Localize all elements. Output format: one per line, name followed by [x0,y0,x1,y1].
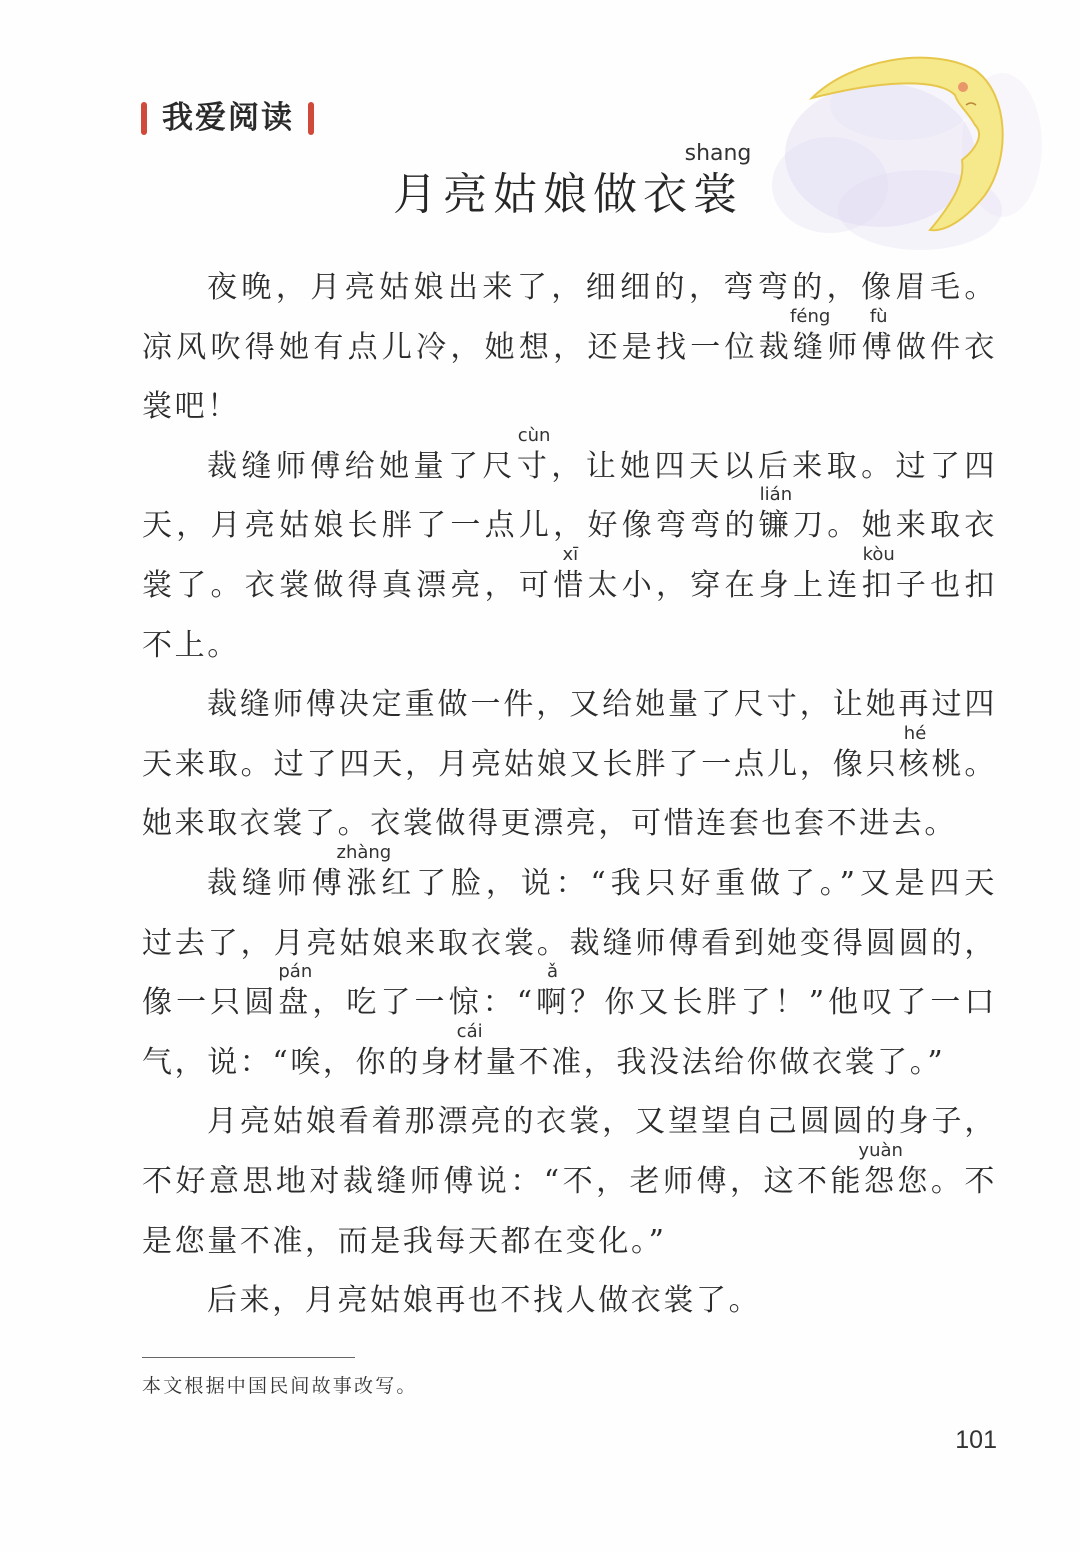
footnote: 本文根据中国民间故事改写。 [142,1375,418,1397]
text-run: 裳了。衣裳做得真漂亮，可 [142,567,554,603]
text-line [142,722,997,795]
moon-cheek [958,82,968,92]
text-run: ，吃了一惊：“ [312,985,535,1021]
text-line [142,1020,997,1093]
annotated-character [534,961,571,1021]
paragraph [142,841,997,1092]
page-number: 101 [955,1426,997,1454]
header-left-bar [141,102,147,135]
character: 傅 [861,329,896,365]
text-run: 天，月亮姑娘长胖了一点儿，好像弯弯的 [142,508,759,544]
character: 扣 [861,567,896,603]
text-run: ？你又长胖了！”他叹了一口 [570,985,997,1021]
moon-illustration [770,35,1050,265]
article-body [142,258,997,1331]
pinyin: cái [456,1020,483,1042]
pinyin: zhàng [336,841,392,863]
annotated-character [858,1139,903,1199]
pinyin: pán [278,961,313,983]
pinyin: ǎ [546,961,558,983]
text-line [142,675,997,735]
text-run: 桃。 [931,746,997,782]
text-run: 裁缝师傅给她量了尺 [207,448,517,484]
header-right-bar [308,102,314,135]
character: 裳 [693,169,743,220]
text-line [142,305,997,378]
character: 镰 [758,508,794,544]
text-line [142,424,997,497]
text-run: 不上。 [142,627,240,663]
text-line [142,258,997,318]
text-line [142,841,997,914]
annotated-character [516,424,552,484]
section-label: 我爱阅读 [162,100,294,136]
annotated-character [453,1020,486,1080]
annotated-character [684,141,752,220]
text-run: 太小，穿在身上连 [587,567,862,603]
pinyin: shang [684,141,752,166]
character: 寸 [516,448,552,484]
text-line [142,543,997,616]
text-run: 夜晚，月亮姑娘出来了，细细的，弯弯的，像眉毛。 [207,270,997,305]
character: 盘 [278,985,313,1021]
text-run: 师 [827,329,862,365]
pinyin: lián [759,484,793,506]
text-line [142,1212,997,1272]
annotated-character [790,305,831,365]
paragraph [142,1092,997,1271]
paragraph [142,424,997,675]
annotated-character [553,543,588,603]
annotated-character [758,484,794,544]
text-run: 不好意思地对裁缝师傅说：“不，老师傅，这不能 [142,1163,864,1199]
pinyin: cùn [517,424,551,446]
pinyin: fù [869,305,888,327]
paragraph [142,1271,997,1331]
text-run: 刀。她来取衣 [793,508,997,544]
pinyin: hé [903,722,927,744]
text-run: 做件衣 [895,329,997,365]
annotated-character [861,305,896,365]
text-run: 子也扣 [895,567,997,603]
text-run: ，让她四天以后来取。过了四 [551,448,997,484]
pinyin: kòu [862,543,895,565]
annotated-character [861,543,896,603]
pinyin: xī [562,543,579,565]
text-run: 量不准，我没法给你做衣裳了。” [485,1044,946,1080]
pinyin: féng [790,305,831,327]
text-run: 天来取。过了四天，月亮姑娘又长胖了一点儿，像只 [142,746,899,782]
character: 怨 [863,1163,898,1199]
text-line [142,1271,997,1331]
text-line [142,961,997,1033]
text-run: 气，说：“唉，你的身 [142,1044,454,1080]
text-run: 裁缝师傅决定重做一件，又给她量了尺寸，让她再过四 [207,687,997,723]
character: 涨 [346,865,382,901]
text-run: 她来取衣裳了。衣裳做得更漂亮，可惜连套也套不进去。 [142,806,957,842]
pinyin: yuàn [858,1139,903,1161]
annotated-character [898,722,932,782]
text-line [142,377,997,437]
character: 材 [453,1044,486,1080]
text-run: 裁缝师傅 [207,865,347,901]
text-run: 像一只圆 [142,985,279,1021]
text-line [142,794,997,854]
text-run: 您。不 [897,1163,997,1199]
text-run: 红了脸，说：“我只好重做了。”又是四天 [381,865,997,901]
text-line [142,914,997,974]
footnote-divider [142,1357,355,1358]
paragraph [142,258,997,437]
article-title [393,141,752,225]
annotated-character [336,841,392,901]
section-header [141,98,314,138]
text-run: 月亮姑娘看着那漂亮的衣裳，又望望自己圆圆的身子， [207,1104,997,1140]
text-run: 过去了，月亮姑娘来取衣裳。裁缝师傅看到她变得圆圆的， [142,925,997,961]
annotated-character [278,961,313,1021]
paragraph [142,675,997,854]
character: 惜 [553,567,588,603]
text-run: 裳吧！ [142,389,240,425]
text-run: 后来，月亮姑娘再也不找人做衣裳了。 [207,1283,762,1319]
title-text: 月亮姑娘做衣 [393,169,693,220]
text-run: 是您量不准，而是我每天都在变化。” [142,1223,667,1259]
character: 啊 [534,985,571,1021]
text-line [142,1139,997,1212]
text-line [142,616,997,676]
character: 核 [898,746,932,782]
text-run: 凉风吹得她有点儿冷，她想，还是找一位裁 [142,329,794,365]
character: 缝 [793,329,828,365]
